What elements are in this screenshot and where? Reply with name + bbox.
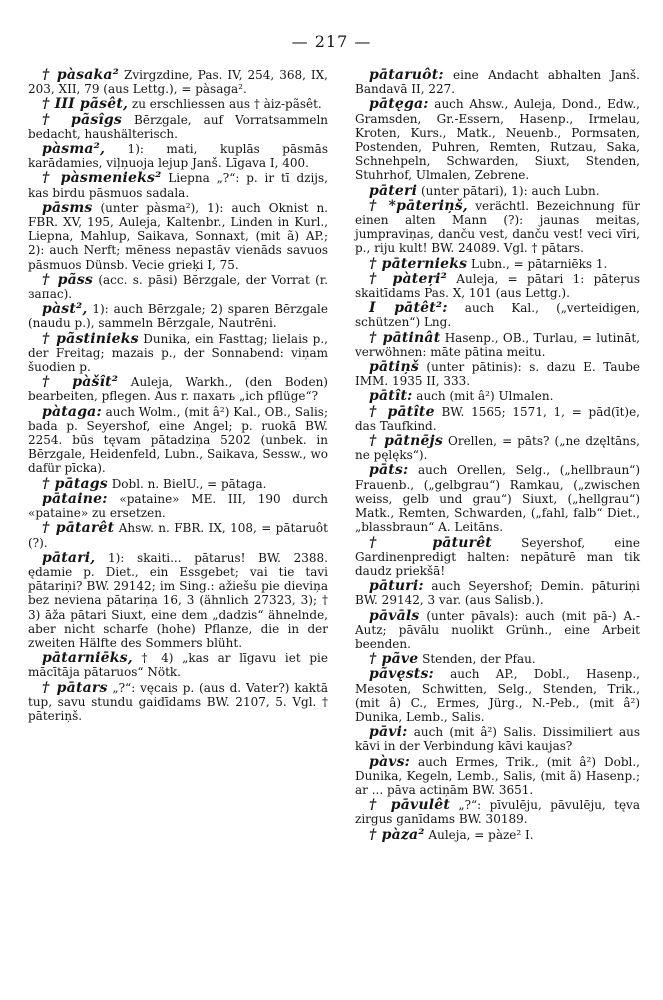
entry-text: Liepna „?“: p. ir tī dzijs, kas birdu pāsmuos sadala. [28, 171, 328, 200]
dictionary-entry [355, 667, 640, 724]
entry-headword: pãvęsts: [369, 666, 434, 683]
entry-text: Seyershof, eine Gardinenpredigt halten: nepāturē man tik daudz priekšā! [355, 535, 640, 578]
entry-text: (unter pāvals): auch (mit pā-) A.-Autz; pāvālu nuolikt Grünh., eine Arbeit beenden. [355, 608, 640, 651]
entry-headword: † *pāteriņš, [369, 197, 468, 214]
entry-headword: † pāvulêt [369, 797, 450, 814]
entry-text: auch Wolm., (mit â²) Kal., OB., Salis; bada p. Seyershof, eine Angel; p. ruokā BW. 2254. būs tęvam pātadziņa 5202 (unbek. in Bērzgale, Heidenfeld, Lubn., Saikava, Sessw., wo dafür pīcka). [28, 404, 328, 476]
entry-text: auch Kal., („verteidigen, schützen“) Lng. [355, 301, 640, 330]
entry-headword: pāvi: [369, 724, 408, 741]
dictionary-entry [355, 828, 640, 842]
entry-headword: † pãsîgs [42, 111, 122, 128]
entry-text: BW. 1565; 1571, 1, = pād(īt)e, das Taufkind. [355, 404, 640, 433]
entry-headword: † pàšît² [42, 374, 119, 391]
entry-text: Auleja, Warkh., (den Boden) bearbeiten, pflegen. Aus r. пахать „ich pflüge“? [28, 375, 328, 404]
entry-text: Dobl. n. BielU., = pātaga. [107, 476, 267, 491]
dictionary-entry [355, 609, 640, 652]
dictionary-entry [28, 332, 328, 375]
dictionary-entry [355, 257, 640, 271]
entry-text: auch Ermes, Trik., (mit â²) Dobl., Dunika, Kegeln, Lemb., Salis, (mit ã) Hasenp.; ar ... pāva actiņām BW. 3651. [355, 754, 640, 797]
dictionary-entry [28, 681, 328, 724]
entry-headword: pātiņš [369, 359, 419, 376]
entry-headword: pāteri [369, 182, 418, 199]
entry-headword: † pātars [42, 679, 108, 696]
dictionary-entry [28, 201, 328, 272]
entry-headword: † III pãsêt, [42, 96, 129, 113]
entry-headword: † pātags [42, 475, 108, 492]
dictionary-entry [355, 463, 640, 534]
entry-text: † 4) „kas ar līgavu iet pie mācītāja pātaruos“ Nötk. [28, 651, 328, 680]
left-column [28, 68, 328, 724]
entry-text: Stenden, der Pfau. [418, 652, 536, 667]
entry-headword: pàst², [42, 301, 88, 318]
dictionary-entry [28, 113, 328, 141]
dictionary-entry [355, 272, 640, 300]
dictionary-entry [28, 492, 328, 520]
dictionary-entry [355, 301, 640, 329]
dictionary-entry [28, 477, 328, 491]
dictionary-entry [28, 273, 328, 301]
dictionary-entry [355, 798, 640, 826]
entry-headword: † pãve [369, 651, 419, 668]
entry-headword: pāts: [369, 462, 409, 479]
entry-text: „?“: vęcais p. (aus d. Vater?) kaktā tup, savu stundu gaidīdams BW. 2107, 5. Vgl. † pāteriņš. [28, 680, 329, 723]
right-column [355, 68, 640, 843]
entry-text: (unter pātari), 1): auch Lubn. [417, 183, 600, 198]
entry-headword: pāturi: [369, 578, 424, 595]
entry-text: Hasenp., OB., Turlau, = lutināt, verwöhnen: māte pātina meitu. [355, 330, 640, 359]
entry-text: Auleja, = pàze² I. [424, 827, 534, 842]
dictionary-entry [28, 521, 328, 549]
entry-headword: pàtaga: [42, 403, 102, 420]
entry-text: auch (mit â²) Salis. Dissimiliert aus kāvi in der Verbindung kāvi kaujas? [355, 725, 640, 754]
entry-text: Bērzgale, auf Vorratsammeln bedacht, haushälterisch. [28, 112, 329, 141]
dictionary-entry [28, 651, 328, 679]
dictionary-entry [355, 579, 640, 607]
dictionary-entry [28, 405, 328, 476]
entry-text: „?“: pīvulēju, pāvulēju, tęva zirgus ganīdams BW. 30189. [355, 798, 640, 827]
entry-text: auch Ahsw., Auleja, Dond., Edw., Gramsden, Gr.-Essern, Hasenp., Irmelau, Kroten, Kurs., Matk., Neuenb., Pormsaten, Postenden, Puhren, Remten, Rutzau, Saka, Schnehpeln, Schwarden, Siuxt, Stenden, Stuhrhof, Ulmalen, Zebrene. [355, 97, 640, 183]
entry-text: eine Andacht abhalten Janš. Bandavā II, 227. [355, 68, 640, 97]
entry-headword: † pāternieks [369, 255, 468, 272]
entry-text: (unter pātinis): s. dazu E. Taube IMM. 1935 II, 333. [355, 360, 640, 389]
dictionary-entry [355, 184, 640, 198]
entry-text: «pataine» ME. III, 190 durch «pataine» zu ersetzen. [28, 491, 328, 521]
dictionary-entry [28, 171, 328, 199]
entry-headword: pātęga: [369, 96, 429, 113]
entry-headword: pātaine: [42, 490, 108, 507]
entry-text: Dunika, ein Fasttag; lielais p., der Freitag; mazais p., der Sonnabend: viņam šuodien p. [28, 331, 328, 375]
entry-text: verächtl. Bezeichnung für einen alten Mann (?): jaunas meitas, jumpraviņas, danču vest, danču vest! veci vīri, p., riju kult! BW. 24089. Vgl. † pātars. [355, 198, 641, 256]
dictionary-entry [355, 405, 640, 433]
dictionary-entry [355, 536, 640, 579]
entry-headword: † pàsmenieks² [42, 170, 162, 187]
page-number: — 217 — [291, 32, 372, 51]
dictionary-entry [28, 97, 328, 111]
entry-text: (acc. s. pāsi) Bērzgale, der Vorrat (r. запас). [28, 272, 328, 302]
entry-headword: † pàteŗi² [369, 270, 448, 287]
entry-text: Lubn., = pātarniēks 1. [467, 256, 608, 271]
entry-headword: † pàza² [369, 826, 425, 843]
entry-headword: † pāturêt [369, 534, 492, 551]
entry-headword: I pātêt²: [369, 300, 448, 317]
entry-text: 1): mati, kuplās pāsmās karādamies, viļņuoja lejup Janš. Līgava I, 400. [28, 142, 328, 171]
entry-text: 1): auch Bērzgale; 2) sparen Bērzgale (naudu p.), sammeln Bērzgale, Nautrēni. [28, 302, 328, 331]
dictionary-entry [28, 302, 328, 330]
dictionary-entry [28, 551, 328, 650]
dictionary-entry [355, 97, 640, 182]
entry-headword: pàsma², [42, 141, 106, 158]
dictionary-entry [355, 725, 640, 753]
entry-headword: pātarniēks, [42, 650, 133, 667]
entry-headword: † pãstinieks [42, 330, 139, 347]
entry-headword: pātaruôt: [369, 67, 444, 83]
dictionary-entry [28, 68, 328, 96]
entry-headword: pāsms [42, 199, 93, 216]
entry-text: Orellen, = pāts? („ne dzęltāns, ne pęlęks“). [355, 434, 640, 463]
dictionary-entry [355, 652, 640, 666]
entry-text: Ahsw. n. FBR. IX, 108, = pātaruôt (?). [28, 521, 328, 550]
entry-headword: † pàsaka² [42, 67, 120, 83]
entry-text: 1): skaiti... pātarus! BW. 2388. ędamie p. Diet., ein Essgebet; vai tie tavi pātariņi? BW. 29142; im Sing.: ažiešu pie dieviņa bez neviena pātariņa 16, 3 (ähnlich 27323, 3); † 3) āža pātari Siuxt, eine dem „dadzis“ ähnelnde, aber nicht scharfe (hohe) Pflanze, die in der zweiten Hälfte des Sommers blüht. [28, 550, 328, 650]
dictionary-entry [355, 360, 640, 388]
dictionary-entry [355, 755, 640, 798]
entry-text: auch (mit â²) Ulmalen. [412, 389, 554, 404]
entry-headword: pātari, [42, 549, 96, 566]
dictionary-entry [28, 375, 328, 403]
entry-text: zu erschliessen aus † àiz-pãsêt. [128, 97, 322, 112]
entry-text: Zvirgzdine, Pas. IV, 254, 368, IX, 203, XII, 79 (aus Lettg.), = pàsaga². [28, 68, 328, 97]
entry-text: Auleja, = pātari 1: pāteŗus skaitīdams Pas. X, 101 (aus Lettg.). [355, 271, 640, 301]
entry-headword: † pātnējs [369, 433, 443, 450]
dictionary-entry [355, 434, 640, 462]
dictionary-entry [355, 199, 640, 256]
entry-headword: pātît: [369, 388, 413, 405]
entry-headword: † pātarêt [42, 520, 115, 537]
dictionary-entry [355, 68, 640, 96]
dictionary-entry [28, 142, 328, 170]
entry-headword: † pātîte [369, 403, 435, 420]
entry-text: auch Orellen, Selg., („hellbraun“) Frauenb., („gelbgrau“) Ramkau, („zwischen weiss, gelb und grau“) Siuxt, („hellgrau“) Matk., Remten, Schwarden, („fahl, falb“ Diet., „blassbraun“ A. Leitāns. [355, 463, 640, 535]
entry-text: (unter pàsma²), 1): auch Oknist n. FBR. XV, 195, Auleja, Kaltenbr., Linden in Kurl., Liepna, Mahlup, Saikava, Sonnaxt, (mit ã) AP.; 2): auch Nerft; mēness nepastāv vienāds savuos pāsmuos Dünsb. Vecie grieķi I, 75. [28, 200, 328, 272]
entry-text: auch AP., Dobl., Hasenp., Mesoten, Schwitten, Selg., Stenden, Trik., (mit â) C., Ermes, Jürg., N.-Peb., (mit â²) Dunika, Lemb., Salis. [355, 667, 640, 724]
dictionary-entry [355, 331, 640, 359]
entry-text: auch Seyershof; Demin. pāturiņi BW. 29142, 3 var. (aus Salisb.). [355, 579, 640, 608]
entry-headword: † pãss [42, 271, 94, 288]
dictionary-entry [355, 389, 640, 403]
entry-headword: pāvāls [369, 607, 420, 624]
entry-headword: pàvs: [369, 753, 411, 770]
entry-headword: † pātinât [369, 329, 441, 346]
